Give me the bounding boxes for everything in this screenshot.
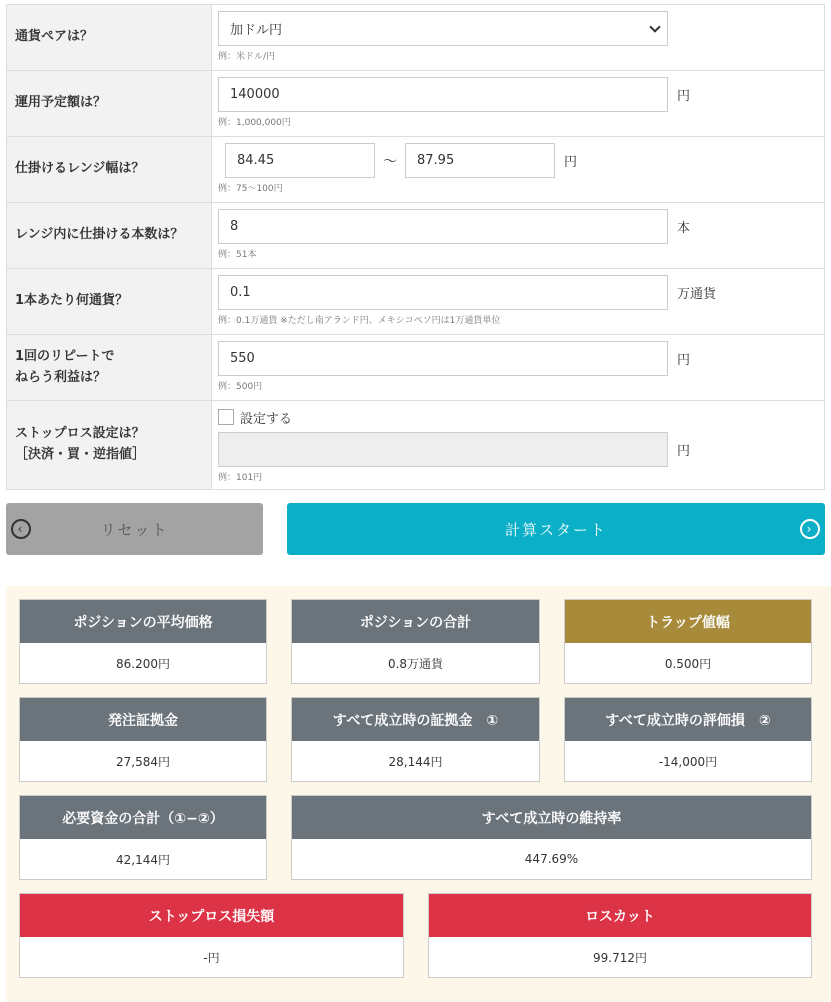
range-from-input[interactable]: 84.45: [225, 143, 375, 178]
maintenance-rate-value: 447.69%: [524, 852, 579, 866]
range-separator: 〜: [383, 153, 397, 170]
maintenance-rate-title: すべて成立時の維持率: [292, 796, 811, 839]
avg-price-title: ポジションの平均価格: [20, 600, 266, 643]
currency-pair-example: 例：米ドル/円: [218, 52, 276, 62]
stoploss-label: ストップロス設定は？ ［決済・買・逆指値］: [7, 401, 212, 489]
filled-margin-title: すべて成立時の証拠金 ①: [292, 698, 539, 741]
calculator-form: [6, 4, 825, 490]
card-losscut: [428, 893, 812, 978]
card-maintenance-rate: [291, 795, 812, 880]
lot-unit: 万通貨: [677, 287, 717, 302]
stoploss-checkbox-label: 設定する: [240, 411, 293, 427]
row-profit: [7, 335, 825, 401]
lot-label: 1本あたり何通貨？: [7, 269, 212, 334]
results-panel: [6, 586, 831, 1002]
card-trap-width: [564, 599, 812, 684]
stoploss-checkbox-row[interactable]: [218, 408, 824, 426]
row-amount: [7, 71, 825, 137]
total-position-title: ポジションの合計: [292, 600, 539, 643]
card-total-position: [291, 599, 540, 684]
stoploss-amount-title: ストップロス損失額: [20, 894, 403, 937]
losscut-title: ロスカット: [429, 894, 811, 937]
profit-input[interactable]: 550: [218, 341, 668, 376]
filled-margin-value: 28,144円: [388, 754, 443, 769]
card-order-margin: [19, 697, 267, 782]
currency-pair-label: 通貨ペアは？: [7, 5, 212, 70]
trap-width-value: 0.500円: [664, 656, 712, 671]
card-required-funds: [19, 795, 267, 880]
chevron-down-icon: [649, 21, 660, 32]
currency-pair-select[interactable]: [218, 11, 668, 46]
profit-unit: 円: [677, 353, 691, 368]
amount-label: 運用予定額は？: [7, 71, 212, 136]
stoploss-checkbox[interactable]: [218, 409, 234, 425]
count-label: レンジ内に仕掛ける本数は？: [7, 203, 212, 268]
currency-pair-value: 加ドル円: [230, 23, 283, 38]
stoploss-unit: 円: [677, 444, 691, 459]
chevron-left-circle-icon: ‹: [11, 519, 31, 539]
lot-input[interactable]: 0.1: [218, 275, 668, 310]
order-margin-title: 発注証拠金: [20, 698, 266, 741]
start-button[interactable]: [287, 503, 825, 555]
lot-example: 例：0.1万通貨 ※ただし南アランド円、メキシコペソ円は1万通貨単位: [218, 316, 501, 326]
profit-example: 例：500円: [218, 382, 263, 392]
row-range: [7, 137, 825, 203]
required-funds-title: 必要資金の合計（①−②）: [20, 796, 266, 839]
stoploss-input[interactable]: [218, 432, 668, 467]
order-margin-value: 27,584円: [116, 754, 170, 769]
start-button-label: 計算スタート: [504, 520, 607, 539]
filled-loss-title: すべて成立時の評価損 ②: [565, 698, 811, 741]
card-filled-margin: [291, 697, 540, 782]
total-position-value: 0.8万通貨: [387, 656, 444, 671]
range-example: 例：75〜100円: [218, 184, 283, 194]
row-count: [7, 203, 825, 269]
required-funds-value: 42,144円: [116, 852, 170, 867]
stoploss-amount-value: -円: [203, 950, 220, 965]
count-example: 例：51本: [218, 250, 257, 260]
losscut-value: 99.712円: [593, 950, 647, 965]
card-avg-price: [19, 599, 267, 684]
range-label: 仕掛けるレンジ幅は？: [7, 137, 212, 202]
row-currency-pair: [7, 5, 825, 71]
amount-input[interactable]: 140000: [218, 77, 668, 112]
reset-button[interactable]: [6, 503, 263, 555]
filled-loss-value: -14,000円: [658, 754, 718, 769]
range-to-input[interactable]: 87.95: [405, 143, 555, 178]
profit-label: 1回のリピートで ねらう利益は？: [7, 335, 212, 400]
card-filled-loss: [564, 697, 812, 782]
amount-unit: 円: [677, 89, 691, 104]
stoploss-example: 例：101円: [218, 473, 263, 483]
count-unit: 本: [677, 221, 691, 236]
row-stoploss: [7, 401, 825, 490]
row-lot: [7, 269, 825, 335]
reset-button-label: リセット: [100, 520, 169, 539]
count-input[interactable]: 8: [218, 209, 668, 244]
amount-example: 例：1,000,000円: [218, 118, 291, 128]
card-stoploss-amount: [19, 893, 404, 978]
avg-price-value: 86.200円: [116, 656, 170, 671]
chevron-right-circle-icon: ›: [800, 519, 820, 539]
range-unit: 円: [564, 155, 578, 170]
trap-width-title: トラップ値幅: [565, 600, 811, 643]
